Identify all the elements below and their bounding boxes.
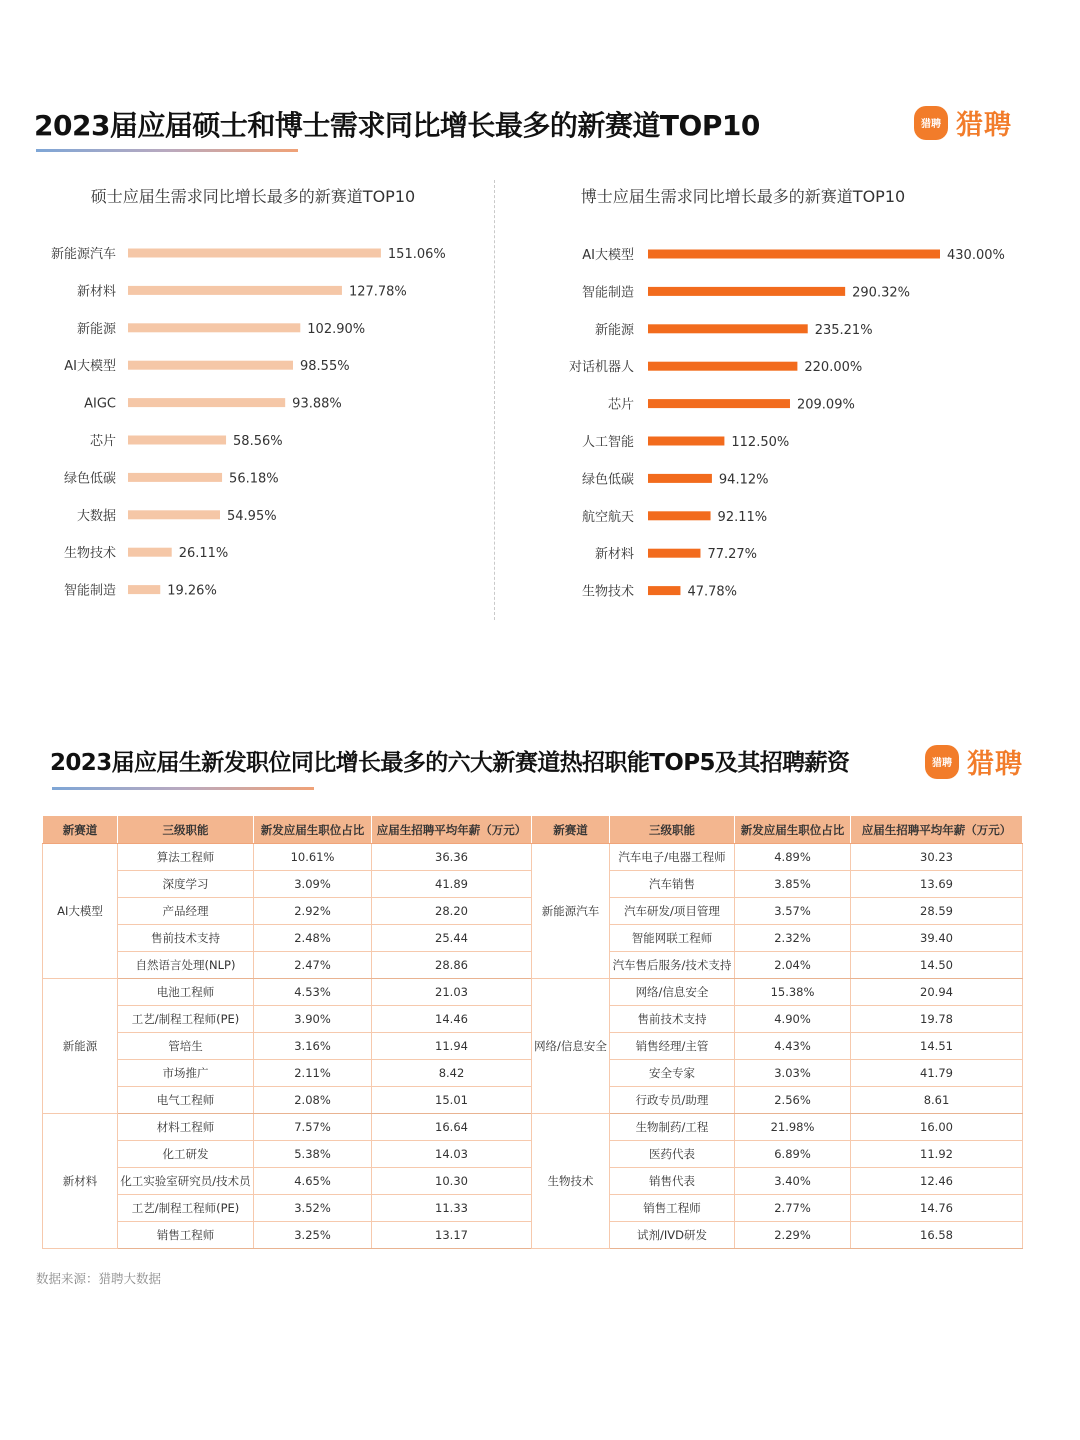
share-cell: 2.32% [735,925,851,952]
salary-cell: 13.17 [372,1222,532,1249]
liepin-logo-icon: 猎聘 [914,106,948,140]
share-cell: 4.90% [735,1006,851,1033]
share-cell: 2.47% [254,952,372,979]
table-title-underline [52,787,314,790]
share-cell: 15.38% [735,979,851,1006]
salary-cell: 8.42 [372,1060,532,1087]
track-cell: 网络/信息安全 [532,979,610,1114]
function-cell: 行政专员/助理 [610,1087,735,1114]
function-cell: 售前技术支持 [118,925,254,952]
bar [128,510,220,519]
salary-cell: 10.30 [372,1168,532,1195]
category-label: 绿色低碳 [63,471,116,487]
chart-divider [494,180,495,620]
value-label: 19.26% [167,583,217,599]
share-cell: 3.90% [254,1006,372,1033]
value-label: 151.06% [387,247,446,262]
category-label: 新材料 [594,547,634,563]
bar [648,586,680,595]
function-cell: 算法工程师 [118,844,254,871]
track-cell: 生物技术 [532,1114,610,1249]
category-label: 人工智能 [581,435,634,450]
liepin-logo-icon: 猎聘 [925,745,959,779]
share-cell: 7.57% [254,1114,372,1141]
category-label: 芯片 [89,434,116,449]
brand-name: 猎聘 [956,110,1012,141]
salary-cell: 16.64 [372,1114,532,1141]
track-cell: 新材料 [43,1114,118,1249]
salary-cell: 8.61 [851,1087,1023,1114]
bar [128,286,342,295]
salary-cell: 36.36 [372,844,532,871]
salary-cell: 25.44 [372,925,532,952]
salary-cell: 16.00 [851,1114,1023,1141]
category-label: 绿色低碳 [581,472,634,488]
share-cell: 3.85% [735,871,851,898]
master-bar-chart [0,230,490,610]
share-cell: 2.48% [254,925,372,952]
salary-cell: 21.03 [372,979,532,1006]
category-label: AIGC [84,396,116,412]
hot-jobs-table [42,815,1023,1249]
share-cell: 2.56% [735,1087,851,1114]
share-cell: 2.04% [735,952,851,979]
value-label: 54.95% [227,508,277,524]
category-label: 智能制造 [581,285,634,301]
value-label: 98.55% [300,359,350,375]
header-salary: 应届生招聘平均年薪（万元） [851,816,1023,844]
salary-cell: 13.69 [851,871,1023,898]
function-cell: 销售工程师 [118,1222,254,1249]
function-cell: 智能网联工程师 [610,925,735,952]
value-label: 94.12% [718,472,769,488]
header-function: 三级职能 [610,816,735,844]
share-cell: 21.98% [735,1114,851,1141]
track-cell: 新能源 [43,979,118,1114]
salary-cell: 11.92 [851,1141,1023,1168]
table-section-title: 2023届应届生新发职位同比增长最多的六大新赛道热招职能TOP5及其招聘薪资 [50,750,850,776]
bar [648,399,790,408]
value-label: 290.32% [852,285,910,301]
value-label: 430.00% [947,248,1005,263]
header-track: 新赛道 [532,816,610,844]
function-cell: 工艺/制程工程师(PE) [118,1195,254,1222]
header-share: 新发应届生职位占比 [735,816,851,844]
salary-cell: 14.03 [372,1141,532,1168]
bar [128,548,172,557]
bar [648,437,724,446]
function-cell: 电气工程师 [118,1087,254,1114]
function-cell: 化工实验室研究员/技术员 [118,1168,254,1195]
share-cell: 4.89% [735,844,851,871]
share-cell: 10.61% [254,844,372,871]
function-cell: 试剂/IVD研发 [610,1222,735,1249]
function-cell: 市场推广 [118,1060,254,1087]
share-cell: 3.09% [254,871,372,898]
share-cell: 4.65% [254,1168,372,1195]
share-cell: 4.43% [735,1033,851,1060]
category-label: 芯片 [607,397,634,413]
title-underline [36,149,298,152]
function-cell: 销售经理/主管 [610,1033,735,1060]
function-cell: 汽车研发/项目管理 [610,898,735,925]
category-label: 生物技术 [581,584,634,600]
share-cell: 3.40% [735,1168,851,1195]
value-label: 26.11% [178,546,229,562]
category-label: 航空航天 [581,509,634,525]
salary-cell: 30.23 [851,844,1023,871]
value-label: 47.78% [687,584,738,600]
share-cell: 2.77% [735,1195,851,1222]
salary-cell: 19.78 [851,1006,1023,1033]
share-cell: 3.25% [254,1222,372,1249]
value-label: 93.88% [292,396,342,412]
track-cell: 新能源汽车 [532,844,610,979]
table-row [43,1114,1023,1141]
category-label: 新材料 [76,284,116,300]
share-cell: 3.16% [254,1033,372,1060]
function-cell: 汽车电子/电器工程师 [610,844,735,871]
table-header-row [43,816,1023,844]
table-row [43,979,1023,1006]
function-cell: 汽车售后服务/技术支持 [610,952,735,979]
value-label: 112.50% [731,435,790,450]
function-cell: 深度学习 [118,871,254,898]
table-row [43,844,1023,871]
function-cell: 生物制药/工程 [610,1114,735,1141]
data-source-note: 数据来源：猎聘大数据 [36,1271,162,1286]
category-label: 对话机器人 [568,360,634,376]
function-cell: 销售代表 [610,1168,735,1195]
bar [648,511,711,520]
salary-cell: 41.79 [851,1060,1023,1087]
share-cell: 2.08% [254,1087,372,1114]
function-cell: 产品经理 [118,898,254,925]
salary-cell: 28.59 [851,898,1023,925]
value-label: 58.56% [233,434,283,449]
salary-cell: 15.01 [372,1087,532,1114]
share-cell: 5.38% [254,1141,372,1168]
category-label: 大数据 [76,508,116,524]
share-cell: 2.29% [735,1222,851,1249]
function-cell: 电池工程师 [118,979,254,1006]
bar [128,249,381,258]
bar [128,436,226,445]
salary-cell: 41.89 [372,871,532,898]
master-chart-title: 硕士应届生需求同比增长最多的新赛道TOP10 [90,187,416,206]
value-label: 102.90% [307,321,366,337]
brand-name: 猎聘 [967,749,1023,780]
function-cell: 自然语言处理(NLP) [118,952,254,979]
function-cell: 工艺/制程工程师(PE) [118,1006,254,1033]
share-cell: 3.52% [254,1195,372,1222]
bar [128,323,300,332]
bar [128,398,285,407]
salary-cell: 28.20 [372,898,532,925]
salary-cell: 14.51 [851,1033,1023,1060]
share-cell: 2.11% [254,1060,372,1087]
bar [648,362,797,371]
bar [128,473,222,482]
salary-cell: 14.46 [372,1006,532,1033]
bar [648,250,940,259]
value-label: 127.78% [348,284,407,300]
bar [648,287,845,296]
bar [648,324,808,333]
track-cell: AI大模型 [43,844,118,979]
value-label: 235.21% [814,322,873,338]
header-salary: 应届生招聘平均年薪（万元） [372,816,532,844]
category-label: 新能源汽车 [50,247,116,262]
bar [128,585,160,594]
function-cell: 汽车销售 [610,871,735,898]
header-track: 新赛道 [43,816,118,844]
share-cell: 3.03% [735,1060,851,1087]
category-label: AI大模型 [582,248,634,263]
brand-logo-2 [925,742,1023,781]
share-cell: 6.89% [735,1141,851,1168]
function-cell: 售前技术支持 [610,1006,735,1033]
function-cell: 医药代表 [610,1141,735,1168]
bar [648,549,700,558]
bar [128,361,293,370]
brand-logo [914,103,1012,142]
value-label: 77.27% [707,547,758,563]
bar [648,474,712,483]
function-cell: 管培生 [118,1033,254,1060]
function-cell: 销售工程师 [610,1195,735,1222]
function-cell: 网络/信息安全 [610,979,735,1006]
share-cell: 4.53% [254,979,372,1006]
function-cell: 材料工程师 [118,1114,254,1141]
header-function: 三级职能 [118,816,254,844]
salary-cell: 11.94 [372,1033,532,1060]
share-cell: 3.57% [735,898,851,925]
category-label: 新能源 [594,322,634,338]
category-label: 新能源 [76,321,116,337]
salary-cell: 11.33 [372,1195,532,1222]
value-label: 220.00% [804,360,863,376]
salary-cell: 12.46 [851,1168,1023,1195]
page-title: 2023届应届硕士和博士需求同比增长最多的新赛道TOP10 [34,109,760,142]
category-label: 生物技术 [63,546,116,562]
salary-cell: 39.40 [851,925,1023,952]
category-label: AI大模型 [64,359,116,375]
phd-bar-chart [500,230,1040,610]
salary-cell: 16.58 [851,1222,1023,1249]
category-label: 智能制造 [63,583,116,599]
share-cell: 2.92% [254,898,372,925]
header-share: 新发应届生职位占比 [254,816,372,844]
salary-cell: 14.76 [851,1195,1023,1222]
function-cell: 安全专家 [610,1060,735,1087]
value-label: 56.18% [229,471,279,487]
salary-cell: 14.50 [851,952,1023,979]
value-label: 209.09% [796,397,855,413]
value-label: 92.11% [717,509,768,525]
phd-chart-title: 博士应届生需求同比增长最多的新赛道TOP10 [580,187,906,206]
function-cell: 化工研发 [118,1141,254,1168]
salary-cell: 20.94 [851,979,1023,1006]
salary-cell: 28.86 [372,952,532,979]
